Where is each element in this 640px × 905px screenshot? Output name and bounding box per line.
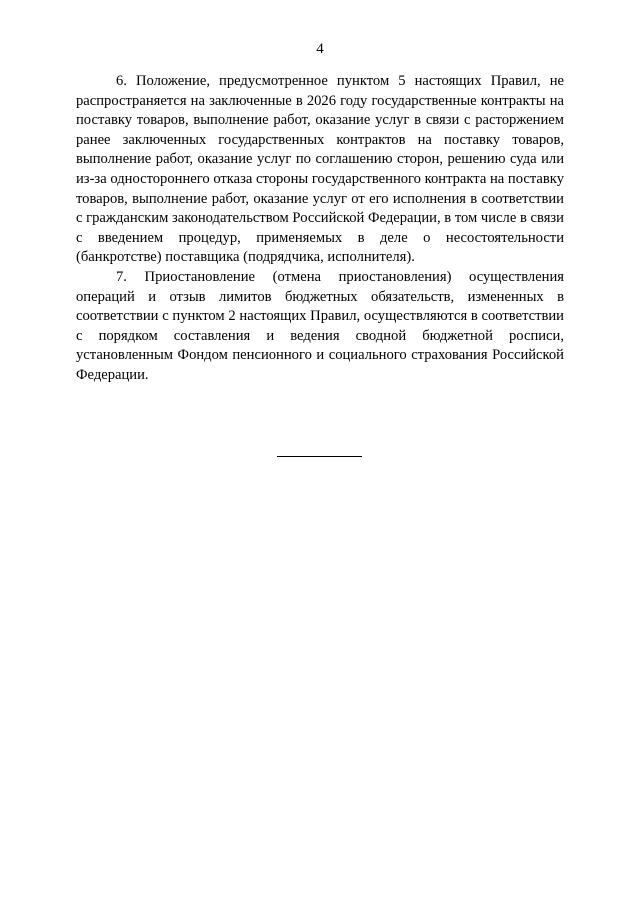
document-body	[76, 72, 564, 386]
page-number: 4	[316, 41, 324, 57]
end-of-text-rule	[277, 456, 362, 457]
paragraph-7: 7. Приостановление (отмена приостановления) осуществления операций и отзыв лимитов бюджетных обязательств, измененных в соответствии с пунктом 2 настоящих Правил, осуществляются в соответствии с порядком составления и ведения сводной бюджетной росписи, установленным Фондом пенсионного и социального страхования Российской Федерации.	[76, 268, 564, 383]
paragraph-6: 6. Положение, предусмотренное пунктом 5 настоящих Правил, не распространяется на заключенные в 2026 году государственные контракты на поставку товаров, выполнение работ, оказание услуг в связи с расторжением ранее заключенных государственных контрактов на поставку товаров, выполнение работ, оказание услуг по соглашению сторон, решению суда или из-за одностороннего отказа стороны государственного контракта на поставку товаров, выполнение работ, оказание услуг от его исполнения в соответствии с гражданским законодательством Российской Федерации, в том числе в связи с введением процедур, применяемых в деле о несостоятельности (банкротстве) поставщика (подрядчика, исполнителя).	[76, 73, 564, 266]
